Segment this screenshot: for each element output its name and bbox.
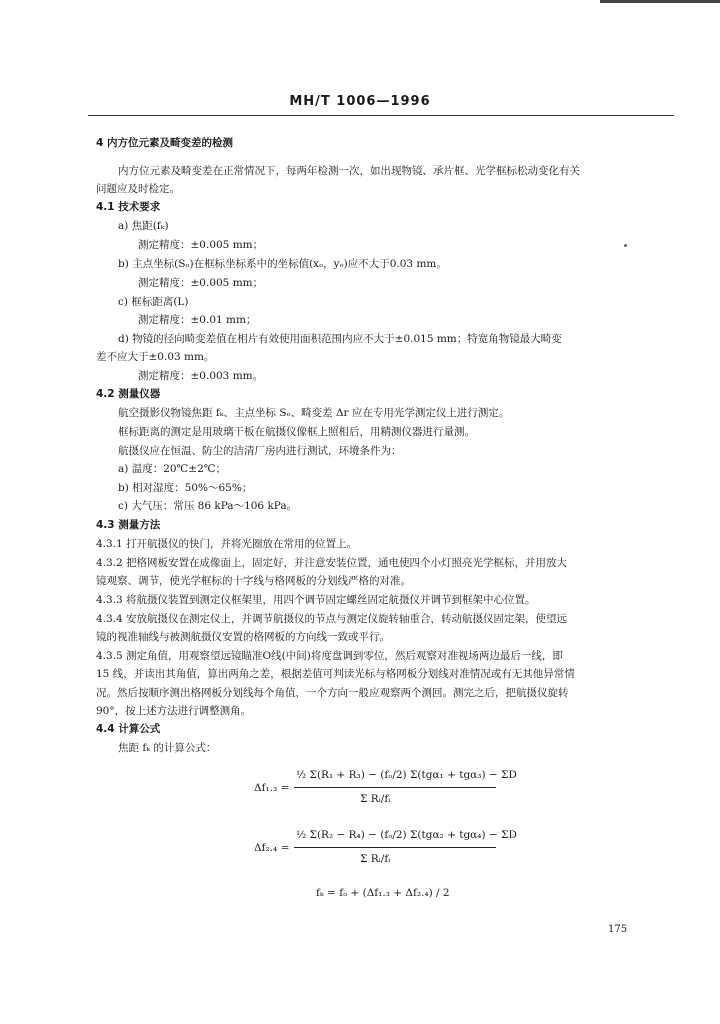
env-humidity: b) 相对湿度：50%～65%；: [118, 482, 253, 494]
formula-2-denominator: Σ Rᵢ/fᵢ: [360, 853, 391, 865]
section-4-3-heading: 4.3 测量方法: [96, 519, 161, 531]
method-4-3-4-line-2: 镜的视准轴线与被测航摄仪安置的格网板的方向线一致或平行。: [96, 631, 390, 643]
formula-1-numerator: ½ Σ(R₁ + R₃) − (fₒ/2) Σ(tgα₁ + tgα₃) − ΣD: [296, 769, 517, 781]
section-4-1-heading: 4.1 技术要求: [96, 201, 161, 213]
env-temperature: a) 温度：20℃±2℃；: [118, 463, 227, 475]
req-c-precision: 测定精度：±0.01 mm；: [138, 314, 257, 326]
env-pressure: c) 大气压：常压 86 kPa～106 kPa。: [118, 500, 298, 512]
formula-2-numerator: ½ Σ(R₂ − R₄) − (fₒ/2) Σ(tgα₂ + tgα₄) − ΣD: [296, 829, 517, 841]
method-4-3-5-line-4: 90°，按上述方法进行调整测角。: [96, 705, 252, 717]
instrument-line-1: 航空摄影仪物镜焦距 fₖ、主点坐标 Sₒ、畸变差 Δr 应在专用光学测定仪上进行测定。: [118, 407, 510, 419]
req-d-line-2: 差不应大于±0.03 mm。: [96, 351, 215, 363]
method-4-3-5-line-3: 况。然后按顺序测出格网板分划线每个角值，一个方向一般应观察两个测回。测完之后，把航摄仪旋转: [96, 687, 569, 699]
req-c-label: c) 框标距离(L): [118, 296, 189, 308]
formula-1-fraction-bar: [294, 787, 496, 788]
req-a-precision: 测定精度：±0.005 mm；: [138, 239, 264, 251]
formula-2-fraction-bar: [294, 847, 496, 848]
page-header: MH/T 1006—1996: [289, 94, 431, 109]
formula-3: fₖ = fₒ + (Δf₁.₃ + Δf₂.₄) / 2: [316, 887, 450, 899]
method-4-3-5-line-2: 15 线，并读出其角值，算出两角之差，根据差值可判读光标与格网板分划线对准情况或有无其他异常情: [96, 668, 575, 680]
method-4-3-4-line-1: 4.3.4 安放航摄仪在测定仪上，并调节航摄仪的节点与测定仪旋转轴重合，转动航摄仪固定架，使望远: [96, 613, 568, 625]
method-4-3-2-line-1: 4.3.2 把格网板安置在成像面上，固定好，并注意安装位置，通电使四个小灯照亮光学框标，并用放大: [96, 557, 568, 569]
section-4-2-heading: 4.2 测量仪器: [96, 388, 161, 400]
instrument-line-3: 航摄仪应在恒温、防尘的洁清厂房内进行测试，环境条件为：: [118, 445, 402, 457]
section-4-intro-line-2: 问题应及时检定。: [96, 183, 180, 195]
page-number: 175: [608, 924, 628, 935]
section-4-4-heading: 4.4 计算公式: [96, 723, 161, 735]
scan-edge-mark: [600, 0, 720, 3]
req-d-precision: 测定精度：±0.003 mm。: [138, 370, 264, 382]
method-4-3-3: 4.3.3 将航摄仪装置到测定仪框架里，用四个调节固定螺丝固定航摄仪并调节到框架中心位置。: [96, 594, 536, 606]
method-4-3-1: 4.3.1 打开航摄仪的快门，并将光圈放在常用的位置上。: [96, 538, 358, 550]
header-rule: [88, 115, 674, 116]
req-d-line-1: d) 物镜的径向畸变差值在相片有效使用面积范围内应不大于±0.015 mm；特宽角物镜最大畸变: [118, 333, 562, 345]
req-a-label: a) 焦距(fₖ): [118, 220, 169, 232]
formula-2-lhs: Δf₂.₄ =: [254, 842, 290, 854]
formula-1-lhs: Δf₁.₃ =: [254, 782, 290, 794]
scan-speck: [624, 244, 627, 247]
section-4-intro-line-1: 内方位元素及畸变差在正常情况下，每两年检测一次，如出现物镜、承片框、光学框标松动变化有关: [118, 165, 580, 177]
req-b-label: b) 主点坐标(Sₒ)在框标坐标系中的坐标值(xₒ，yₒ)应不大于0.03 mm。: [118, 258, 447, 270]
method-4-3-2-line-2: 镜观察、调节，使光学框标的十字线与格网板的分划线严格的对准。: [96, 575, 411, 587]
req-b-precision: 测定精度：±0.005 mm；: [138, 277, 264, 289]
formula-1-denominator: Σ Rᵢ/fᵢ: [360, 793, 391, 805]
method-4-3-5-line-1: 4.3.5 测定角值，用观察望远镜瞄准O线(中间)将度盘调到零位，然后观察对准视场两边最后一线，即: [96, 650, 563, 662]
formula-lead: 焦距 fₖ 的计算公式：: [118, 742, 217, 754]
instrument-line-2: 框标距离的测定是用玻璃干板在航摄仪像框上照相后，用精测仪器进行量测。: [118, 426, 475, 438]
section-4-title: 4 内方位元素及畸变差的检测: [96, 137, 233, 149]
